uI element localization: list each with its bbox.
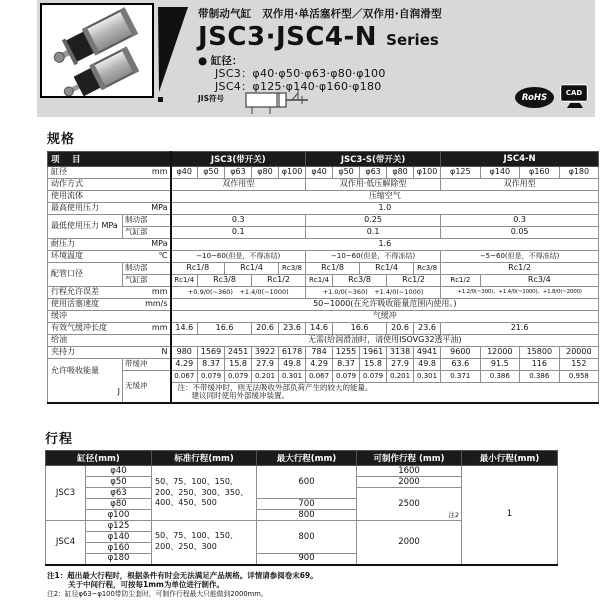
stroke-header-row [46,451,558,466]
spec-min-pressure-cyl-jsc3: 0.1 [171,227,306,239]
spec-port-cyl-cell: Rc1/4 [306,275,333,287]
spec-clamp-value: 2451 [225,347,252,359]
spec-action-jsc3: 双作用型 [171,179,306,191]
spec-sublabel-brake: 制动部 [123,263,171,275]
spec-bore-value: φ180 [559,167,599,179]
spec-port-brake-cell: Rc1/4 [360,263,414,275]
spec-row-cushion [48,311,599,323]
spec-absorb-with-value: 116 [520,359,560,371]
spec-unit-cushion-length: mm [151,323,168,333]
spec-section [47,128,598,404]
spec-absorb-without-value: 0.201 [252,371,279,383]
spec-min-pressure-brake-jsc3: 0.3 [171,215,306,227]
stroke-bore: φ140 [86,532,152,543]
footnotes [47,571,592,599]
spec-label-max-pressure-text: 最高使用压力 [51,203,99,213]
spec-absorb-with-value: 27.9 [252,359,279,371]
spec-absorb-without-value: 0.079 [333,371,360,383]
spec-absorb-with-value: 91.5 [480,359,520,371]
stroke-col-header-producible: 可制作行程 (mm) [357,451,462,466]
category-title: 带制动气缸 双作用·单活塞杆型／双作用·自润滑型 [198,8,442,20]
footnote-2-label: 注2： [47,590,65,599]
spec-lubrication-value: 无需(给润滑油时，请使用ISOVG32透平油) [171,335,599,347]
spec-unit-max-pressure: MPa [151,203,168,213]
spec-min-pressure-cyl-jsc3s: 0.1 [306,227,441,239]
stroke-producible-value: 2500 [398,498,420,509]
stroke-max: 600 [257,466,357,499]
spec-absorb-with-value: 8.37 [198,359,225,371]
spec-temp-jsc3: −10~60(但是，不得冻结) [171,251,306,263]
spec-unit-proof: MPa [151,239,168,249]
spec-bore-value: φ100 [279,167,306,179]
wedge-decoration-icon [156,6,190,106]
spec-absorb-without-value: 0.079 [198,371,225,383]
spec-bore-value: φ63 [360,167,387,179]
spec-label-absorb-energy [48,359,123,403]
spec-row-port-brake [48,263,599,275]
spec-label-stroke-tolerance [48,287,171,299]
spec-bore-value: φ140 [480,167,520,179]
spec-absorb-note [171,383,599,403]
stroke-bore: φ50 [86,477,152,488]
spec-port-brake-cell: Rc1/2 [441,263,599,275]
spec-cushion-length-cell: 14.6 [306,323,333,335]
spec-bore-value: φ40 [171,167,198,179]
spec-clamp-value: 3138 [387,347,414,359]
spec-col-header-jsc3s: JSC3-S(带开关) [306,152,441,167]
spec-cushion-length-cell: 16.6 [333,323,387,335]
spec-clamp-value: 4941 [414,347,441,359]
spec-bore-value: φ80 [387,167,414,179]
spec-bore-value: φ100 [414,167,441,179]
spec-port-cyl-cell: Rc1/2 [252,275,306,287]
footnote-1-line1 [47,571,592,580]
spec-label-cushion-length [48,323,171,335]
spec-temp-jsc3s: −10~60(但是，不得冻结) [306,251,441,263]
spec-row-port-cylinder [48,275,599,287]
footnote-2-text: 缸径φ63~φ100带防尘套时，可制作行程最大只能做到2000mm。 [64,590,268,599]
spec-bore-value: φ40 [306,167,333,179]
spec-absorb-with-value: 152 [559,359,599,371]
spec-row-lubrication [48,335,599,347]
spec-label-proof-pressure [48,239,171,251]
stroke-col-header-min: 最小行程(mm) [462,451,558,466]
stroke-series-jsc4: JSC4 [46,521,86,565]
spec-heading: 规格 [47,132,76,147]
spec-label-cushion-length-text: 有效气缓冲长度 [51,323,107,333]
spec-clamp-value: 3922 [252,347,279,359]
spec-col-header-jsc4n: JSC4-N [441,152,599,167]
spec-absorb-with-value: 4.29 [306,359,333,371]
spec-header-row [48,152,599,167]
spec-clamp-value: 1255 [333,347,360,359]
spec-max-pressure-value: 1.0 [171,203,599,215]
spec-label-piston-speed [48,299,171,311]
spec-row-action [48,179,599,191]
spec-absorb-note-line2: 建议同时使用外部缓冲装置。 [191,391,290,401]
spec-label-ambient-temp [48,251,171,263]
spec-clamp-value: 6178 [279,347,306,359]
spec-sublabel-with-cushion: 带缓冲 [123,359,171,371]
spec-tolerance-jsc4n: +1.2/0(~300)、+1.4/0(~1000)、+1.8/0(~2000) [441,287,599,299]
spec-absorb-with-value: 8.37 [333,359,360,371]
spec-min-pressure-cyl-jsc4n: 0.05 [441,227,599,239]
spec-label-fluid: 使用流体 [48,191,171,203]
cad-icon-base [567,103,583,108]
spec-label-min-pressure: 最低使用压力 MPa [48,215,123,239]
stroke-min: 1 [462,466,558,565]
stroke-max: 800 [257,521,357,554]
spec-label-absorb-text: 允许吸收能量 [51,366,99,376]
spec-port-brake-cell: Rc1/8 [171,263,225,275]
spec-cushion-length-cell: 16.6 [198,323,252,335]
jis-symbol-icon [244,88,324,116]
spec-cushion-length-cell: 21.6 [441,323,599,335]
spec-sublabel-cylinder: 气缸部 [123,227,171,239]
spec-clamp-value: 9600 [441,347,481,359]
spec-row-min-pressure-cylinder [48,227,599,239]
spec-absorb-without-value: 0.067 [171,371,198,383]
spec-min-pressure-brake-jsc4n: 0.3 [441,215,599,227]
spec-min-pressure-brake-jsc3s: 0.25 [306,215,441,227]
cad-icon-screen: CAD [560,84,588,102]
spec-label-max-pressure [48,203,171,215]
spec-temp-jsc4n: −5~60(但是，不得冻结) [441,251,599,263]
header-banner [37,0,595,117]
spec-clamp-value: 1961 [360,347,387,359]
spec-action-jsc3s: 双作用·低压解除型 [306,179,441,191]
spec-sublabel-brake: 制动部 [123,215,171,227]
spec-absorb-with-value: 4.29 [171,359,198,371]
spec-sublabel-cylinder: 气缸部 [123,275,171,287]
spec-col-header-item: 项 目 [48,152,171,167]
spec-cushion-length-cell: 20.6 [387,323,414,335]
spec-clamp-value: 12000 [480,347,520,359]
spec-port-cyl-cell: Rc1/4 [171,275,198,287]
spec-absorb-without-value: 0.371 [441,371,481,383]
spec-clamp-value: 980 [171,347,198,359]
jis-symbol-label: JIS符号 [198,94,224,103]
spec-absorb-without-value: 0.201 [387,371,414,383]
spec-port-brake-cell: Rc1/8 [306,263,360,275]
spec-unit-absorb: J [117,387,120,397]
spec-unit-bore: mm [151,167,168,177]
stroke-table [45,450,558,566]
spec-port-cyl-cell: Rc3/8 [198,275,252,287]
rohs-badge: RoHS [515,87,554,108]
stroke-producible [357,488,462,521]
spec-row-fluid [48,191,599,203]
stroke-section [45,428,557,566]
stroke-max: 700 [257,499,357,510]
spec-row-piston-speed [48,299,599,311]
spec-label-port-size: 配管口径 [48,263,123,287]
stroke-bore: φ160 [86,543,152,554]
spec-cushion-length-cell: 20.6 [252,323,279,335]
spec-port-cyl-cell: Rc3/4 [480,275,599,287]
spec-label-clamp-force [48,347,171,359]
spec-absorb-with-value: 27.9 [387,359,414,371]
spec-row-proof-pressure [48,239,599,251]
spec-label-action: 动作方式 [48,179,171,191]
spec-absorb-without-value: 0.386 [480,371,520,383]
stroke-max: 800 [257,510,357,521]
spec-action-jsc4n: 双作用型 [441,179,599,191]
series-title-line [198,22,518,52]
spec-clamp-value: 784 [306,347,333,359]
bore-heading: ● 缸径： [198,55,243,67]
spec-row-max-pressure [48,203,599,215]
spec-cushion-length-cell: 23.6 [279,323,306,335]
cad-icon [560,84,590,111]
spec-cushion-length-cell: 14.6 [171,323,198,335]
spec-col-header-jsc3: JSC3(带开关) [171,152,306,167]
spec-row-min-pressure-brake [48,215,599,227]
spec-absorb-with-value: 15.8 [225,359,252,371]
spec-table [47,151,599,404]
stroke-producible-footnote: 注2 [448,511,460,520]
spec-port-cyl-cell: Rc1/2 [387,275,441,287]
spec-bore-value: φ160 [520,167,560,179]
series-suffix: Series [386,31,439,49]
stroke-bore: φ40 [86,466,152,477]
spec-clamp-value: 15800 [520,347,560,359]
spec-row-ambient-temp [48,251,599,263]
footnote-1-label: 注1： [47,571,68,580]
stroke-col-header-standard: 标准行程(mm) [152,451,257,466]
footnote-2 [47,590,592,598]
spec-absorb-without-value: 0.067 [306,371,333,383]
spec-tolerance-jsc3s: +1.0/0(~360) +1.4/0(~1000) [306,287,441,299]
stroke-heading: 行程 [45,432,74,447]
stroke-producible: 1600 [357,466,462,477]
spec-port-brake-cell: Rc3/8 [414,263,441,275]
spec-absorb-without-value: 0.079 [360,371,387,383]
spec-absorb-without-value: 0.958 [559,371,599,383]
spec-bore-value: φ63 [225,167,252,179]
spec-unit-temp: ℃ [158,251,168,261]
spec-sublabel-without-cushion: 无缓冲 [123,371,171,403]
stroke-col-header-bore: 缸径(mm) [46,451,152,466]
spec-absorb-with-value: 49.8 [279,359,306,371]
stroke-producible: 2000 [357,521,462,565]
bore-list-jsc3: JSC3：φ40·φ50·φ63·φ80·φ100 [215,67,386,80]
spec-label-lubrication: 给油 [48,335,171,347]
stroke-bore: φ80 [86,499,152,510]
spec-tolerance-jsc3: +0.9/0(~360) +1.4/0(~1000) [171,287,306,299]
stroke-producible: 2000 [357,477,462,488]
bore-list-jsc4: JSC4：φ125·φ140·φ160·φ180 [215,79,382,93]
spec-absorb-with-value: 63.6 [441,359,481,371]
spec-port-brake-cell: Rc1/4 [225,263,279,275]
spec-absorb-with-value: 15.8 [360,359,387,371]
stroke-standard-jsc4: 50、75、100、150、200、250、300 [152,521,257,565]
spec-port-cyl-cell: Rc3/8 [333,275,387,287]
spec-clamp-value: 20000 [559,347,599,359]
spec-port-cyl-cell: Rc1/2 [441,275,481,287]
stroke-bore: φ125 [86,521,152,532]
spec-absorb-without-value: 0.079 [225,371,252,383]
spec-absorb-without-value: 0.301 [279,371,306,383]
spec-proof-pressure-value: 1.6 [171,239,599,251]
spec-bore-value: φ50 [198,167,225,179]
spec-bore-value: φ125 [441,167,481,179]
spec-unit-tolerance: mm [151,287,168,297]
spec-fluid-value: 压缩空气 [171,191,599,203]
stroke-col-header-max: 最大行程(mm) [257,451,357,466]
spec-absorb-with-value: 49.8 [414,359,441,371]
stroke-bore: φ100 [86,510,152,521]
spec-unit-speed: mm/s [145,299,168,309]
spec-absorb-without-value: 0.301 [414,371,441,383]
spec-row-absorb-without-cushion [48,371,599,383]
spec-row-cushion-length [48,323,599,335]
spec-row-clamp-force [48,347,599,359]
spec-label-cushion: 缓冲 [48,311,171,323]
spec-unit-clamp: N [161,347,168,357]
spec-cushion-value: 气缓冲 [171,311,599,323]
spec-row-stroke-tolerance [48,287,599,299]
spec-clamp-value: 1569 [198,347,225,359]
footnote-1-line2: 关于中间行程，可按每1mm为单位进行制作。 [68,580,224,590]
spec-label-tolerance-text: 行程允许误差 [51,287,99,297]
footnote-1-text: 超出最大行程时，根据条件有时会无法满足产品规格。详情请参阅卷末69。 [67,571,318,580]
spec-row-bore [48,167,599,179]
spec-port-brake-cell: Rc3/8 [279,263,306,275]
spec-absorb-without-value: 0.386 [520,371,560,383]
spec-label-speed-text: 使用活塞速度 [51,299,99,309]
cylinder-illustration [42,5,152,96]
spec-label-bore [48,167,171,179]
stroke-series-jsc3: JSC3 [46,466,86,521]
spec-label-temp-text: 环境温度 [51,251,83,261]
spec-cushion-length-cell: 23.6 [414,323,441,335]
title-block [198,6,518,94]
spec-label-clamp-text: 夹持力 [51,347,75,357]
spec-piston-speed-value: 50~1000(在允许吸收能量范围内使用。) [171,299,599,311]
spec-bore-value: φ80 [252,167,279,179]
stroke-max: 900 [257,554,357,565]
spec-label-proof-text: 耐压力 [51,239,75,249]
spec-absorb-note-line1: 注：不带缓冲时，则无法吸收外部负荷产生的较大的能量。 [177,383,373,392]
stroke-row [46,466,558,477]
stroke-standard-jsc3: 50、75、100、150、200、250、300、350、400、450、500 [152,466,257,521]
spec-row-absorb-with-cushion [48,359,599,371]
product-photo [40,3,154,98]
stroke-bore: φ180 [86,554,152,565]
series-title: JSC3·JSC4-N [198,22,378,52]
spec-bore-value: φ50 [333,167,360,179]
stroke-bore: φ63 [86,488,152,499]
spec-label-bore-text: 缸径 [51,167,67,177]
